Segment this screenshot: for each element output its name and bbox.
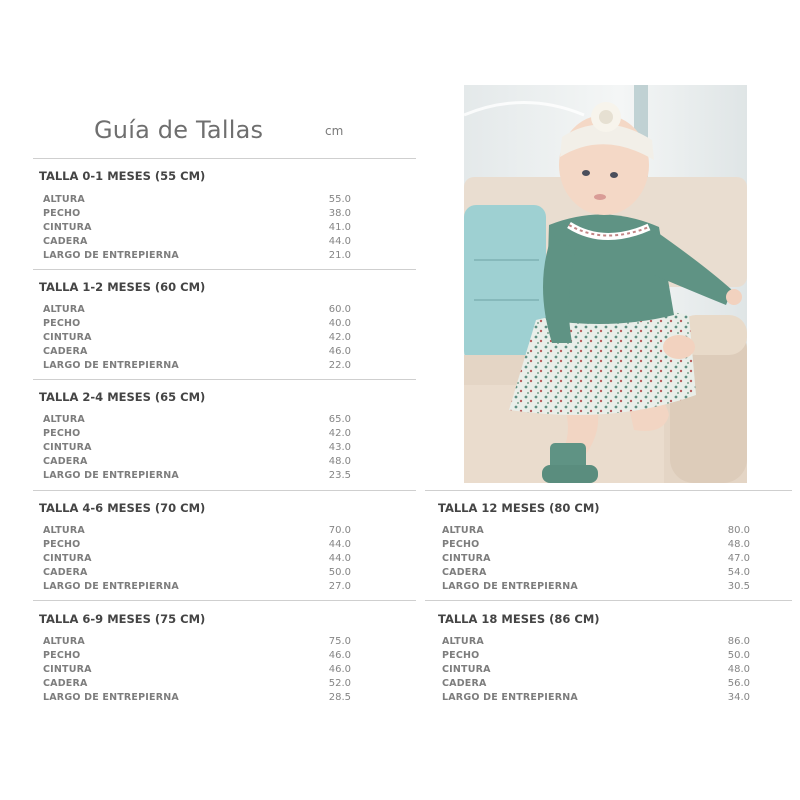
row-value: 43.0 xyxy=(328,442,351,453)
size-title: TALLA 0-1 MESES (55 CM) xyxy=(39,169,206,183)
row-value: 47.0 xyxy=(727,553,750,564)
row-label: LARGO DE ENTREPIERNA xyxy=(43,250,179,261)
row-value: 46.0 xyxy=(328,664,351,675)
divider xyxy=(425,600,792,601)
row-label: CADERA xyxy=(442,678,487,689)
row-value: 41.0 xyxy=(328,222,351,233)
row-value: 70.0 xyxy=(328,525,351,536)
row-label: CADERA xyxy=(43,346,88,357)
row-label: LARGO DE ENTREPIERNA xyxy=(43,360,179,371)
row-value: 46.0 xyxy=(328,650,351,661)
row-label: LARGO DE ENTREPIERNA xyxy=(442,581,578,592)
row-label: PECHO xyxy=(43,539,81,550)
row-label: CINTURA xyxy=(442,553,491,564)
row-label: PECHO xyxy=(442,650,480,661)
row-value: 55.0 xyxy=(328,194,351,205)
product-photo xyxy=(464,85,747,483)
row-label: CADERA xyxy=(442,567,487,578)
row-value: 44.0 xyxy=(328,553,351,564)
row-label: ALTURA xyxy=(43,304,85,315)
row-label: CINTURA xyxy=(442,664,491,675)
divider xyxy=(33,158,416,159)
size-title: TALLA 2-4 MESES (65 CM) xyxy=(39,390,206,404)
row-value: 23.5 xyxy=(328,470,351,481)
row-label: LARGO DE ENTREPIERNA xyxy=(43,692,179,703)
row-label: CINTURA xyxy=(43,222,92,233)
row-value: 22.0 xyxy=(328,360,351,371)
unit-label: cm xyxy=(325,124,344,138)
row-label: PECHO xyxy=(43,650,81,661)
row-label: CINTURA xyxy=(43,553,92,564)
row-label: ALTURA xyxy=(43,194,85,205)
size-title: TALLA 12 MESES (80 CM) xyxy=(438,501,600,515)
row-value: 42.0 xyxy=(328,428,351,439)
size-title: TALLA 4-6 MESES (70 CM) xyxy=(39,501,206,515)
divider xyxy=(33,600,416,601)
row-value: 48.0 xyxy=(727,664,750,675)
divider xyxy=(425,490,792,491)
row-value: 65.0 xyxy=(328,414,351,425)
row-value: 30.5 xyxy=(727,581,750,592)
row-label: ALTURA xyxy=(442,525,484,536)
divider xyxy=(33,490,416,491)
row-label: PECHO xyxy=(43,428,81,439)
row-label: PECHO xyxy=(442,539,480,550)
row-value: 86.0 xyxy=(727,636,750,647)
row-label: LARGO DE ENTREPIERNA xyxy=(43,470,179,481)
row-value: 28.5 xyxy=(328,692,351,703)
row-label: CINTURA xyxy=(43,332,92,343)
row-label: CADERA xyxy=(43,678,88,689)
row-value: 34.0 xyxy=(727,692,750,703)
row-label: PECHO xyxy=(43,208,81,219)
row-value: 44.0 xyxy=(328,236,351,247)
row-value: 48.0 xyxy=(727,539,750,550)
row-value: 52.0 xyxy=(328,678,351,689)
row-value: 56.0 xyxy=(727,678,750,689)
row-value: 50.0 xyxy=(328,567,351,578)
divider xyxy=(33,269,416,270)
row-label: ALTURA xyxy=(43,414,85,425)
row-label: ALTURA xyxy=(43,525,85,536)
row-value: 80.0 xyxy=(727,525,750,536)
row-value: 38.0 xyxy=(328,208,351,219)
row-value: 40.0 xyxy=(328,318,351,329)
row-value: 54.0 xyxy=(727,567,750,578)
row-value: 48.0 xyxy=(328,456,351,467)
row-label: LARGO DE ENTREPIERNA xyxy=(43,581,179,592)
row-value: 50.0 xyxy=(727,650,750,661)
row-label: LARGO DE ENTREPIERNA xyxy=(442,692,578,703)
row-label: CINTURA xyxy=(43,442,92,453)
row-label: CADERA xyxy=(43,567,88,578)
size-title: TALLA 1-2 MESES (60 CM) xyxy=(39,280,206,294)
row-value: 44.0 xyxy=(328,539,351,550)
row-value: 75.0 xyxy=(328,636,351,647)
row-label: ALTURA xyxy=(43,636,85,647)
row-value: 42.0 xyxy=(328,332,351,343)
row-value: 27.0 xyxy=(328,581,351,592)
row-label: PECHO xyxy=(43,318,81,329)
divider xyxy=(33,379,416,380)
row-value: 21.0 xyxy=(328,250,351,261)
row-label: CADERA xyxy=(43,456,88,467)
page-title: Guía de Tallas xyxy=(94,116,264,144)
row-label: ALTURA xyxy=(442,636,484,647)
row-value: 60.0 xyxy=(328,304,351,315)
row-label: CADERA xyxy=(43,236,88,247)
row-label: CINTURA xyxy=(43,664,92,675)
size-title: TALLA 18 MESES (86 CM) xyxy=(438,612,600,626)
row-value: 46.0 xyxy=(328,346,351,357)
size-title: TALLA 6-9 MESES (75 CM) xyxy=(39,612,206,626)
